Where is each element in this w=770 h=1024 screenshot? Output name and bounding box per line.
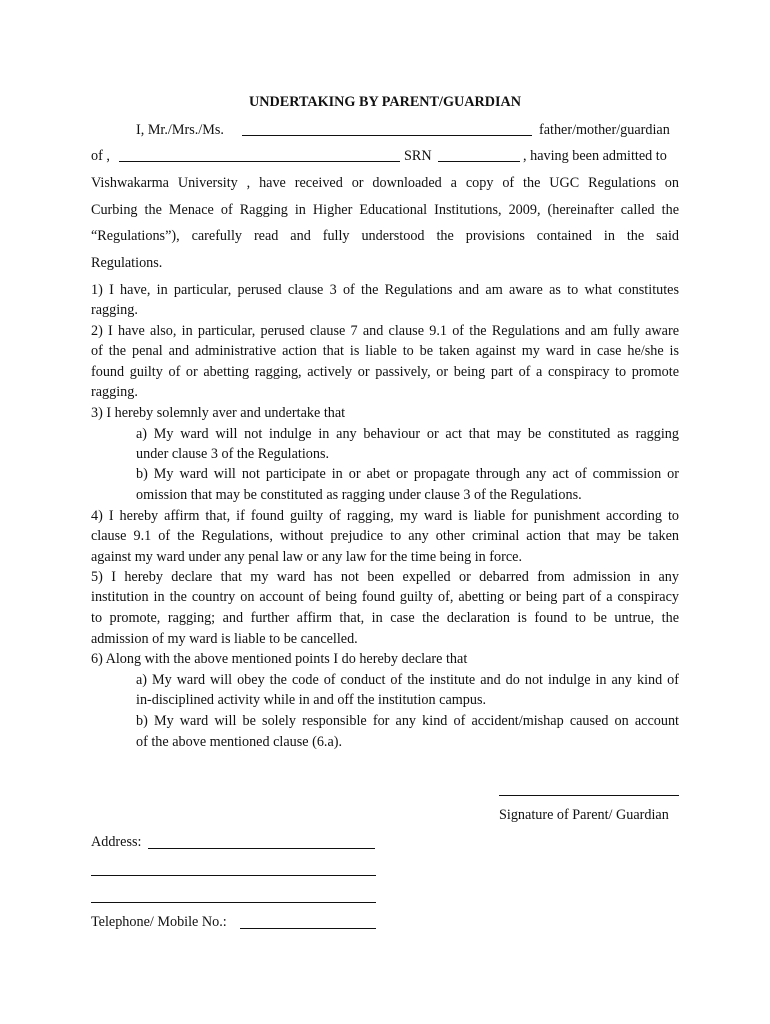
intro-line-1 [136, 123, 224, 137]
intro-line-5: “Regulations”), carefully read and fully understood the provisions contained in the said [91, 228, 679, 244]
address-label: Address: [91, 834, 142, 850]
clause-3a-line-1: a) My ward will not indulge in any behaviour or act that may be constituted as ragging [136, 426, 679, 442]
clause-4-line-1: 4) I hereby affirm that, if found guilty of ragging, my ward is liable for punishment according to [91, 508, 679, 524]
clause-5-line-1: 5) I hereby declare that my ward has not been expelled or debarred from admission in any [91, 569, 679, 585]
intro-line-4: Curbing the Menace of Ragging in Higher Educational Institutions, 2009, (hereinafter called the [91, 202, 679, 218]
srn-field[interactable] [438, 161, 520, 162]
of-label: of , [91, 148, 110, 164]
clause-3b-line-2: omission that may be constituted as ragging under clause 3 of the Regulations. [136, 487, 582, 503]
clause-5-line-3: to promote, ragging; and further affirm that, in case the declaration is found to be untrue, the [91, 610, 679, 626]
parent-name-field[interactable] [242, 135, 532, 136]
clause-3-line-1: 3) I hereby solemnly aver and undertake that [91, 405, 346, 421]
intro-line-6: Regulations. [91, 255, 163, 271]
telephone-field[interactable] [240, 928, 376, 929]
clause-2-line-1: 2) I have also, in particular, perused clause 7 and clause 9.1 of the Regulations and am fully aware [91, 323, 679, 339]
document-title: UNDERTAKING BY PARENT/GUARDIAN [249, 94, 521, 110]
clause-6a-line-1: a) My ward will obey the code of conduct of the institute and do not indulge in any kind of [136, 672, 679, 688]
clause-4-line-3: against my ward under any penal law or any law for the time being in force. [91, 549, 522, 565]
clause-3b-line-1: b) My ward will not participate in or abet or propagate through any act of commission or [136, 466, 679, 482]
ward-name-field[interactable] [119, 161, 400, 162]
clause-1-line-1: 1) I have, in particular, perused clause 3 of the Regulations and am aware as to what constitutes [91, 282, 679, 298]
address-field-line-3[interactable] [91, 902, 376, 903]
telephone-label: Telephone/ Mobile No.: [91, 914, 227, 930]
intro-line-3: Vishwakarma University , have received or downloaded a copy of the UGC Regulations on [91, 175, 679, 191]
clause-1-line-2: ragging. [91, 302, 138, 318]
relation-label: father/mother/guardian [539, 122, 670, 138]
clause-6b-line-1: b) My ward will be solely responsible for any kind of accident/mishap caused on account [136, 713, 679, 729]
clause-2-line-4: ragging. [91, 384, 138, 400]
clause-5-line-4: admission of my ward is liable to be cancelled. [91, 631, 358, 647]
signature-label: Signature of Parent/ Guardian [499, 807, 669, 823]
clause-4-line-2: clause 9.1 of the Regulations, without prejudice to any other criminal action that may be taken [91, 528, 679, 544]
signature-field[interactable] [499, 795, 679, 796]
clause-2-line-2: of the penal and administrative action that is liable to be taken against my ward in case he/she is [91, 343, 679, 359]
clause-3a-line-2: under clause 3 of the Regulations. [136, 446, 330, 462]
admitted-label: , having been admitted to [523, 148, 667, 164]
name-prefix: I, Mr./Mrs./Ms. [136, 122, 224, 138]
clause-6a-line-2: in-disciplined activity while in and off the institution campus. [136, 692, 487, 708]
address-field-line-1[interactable] [148, 848, 375, 849]
clause-2-line-3: found guilty of or abetting ragging, actively or passively, or being part of a conspiracy to promote [91, 364, 679, 380]
clause-6b-line-2: of the above mentioned clause (6.a). [136, 734, 343, 750]
clause-6-line-1: 6) Along with the above mentioned points I do hereby declare that [91, 651, 468, 667]
srn-label: SRN [404, 148, 432, 164]
address-field-line-2[interactable] [91, 875, 376, 876]
clause-5-line-2: institution in the country on account of being found guilty of, abetting or being part of a conspiracy [91, 589, 679, 605]
